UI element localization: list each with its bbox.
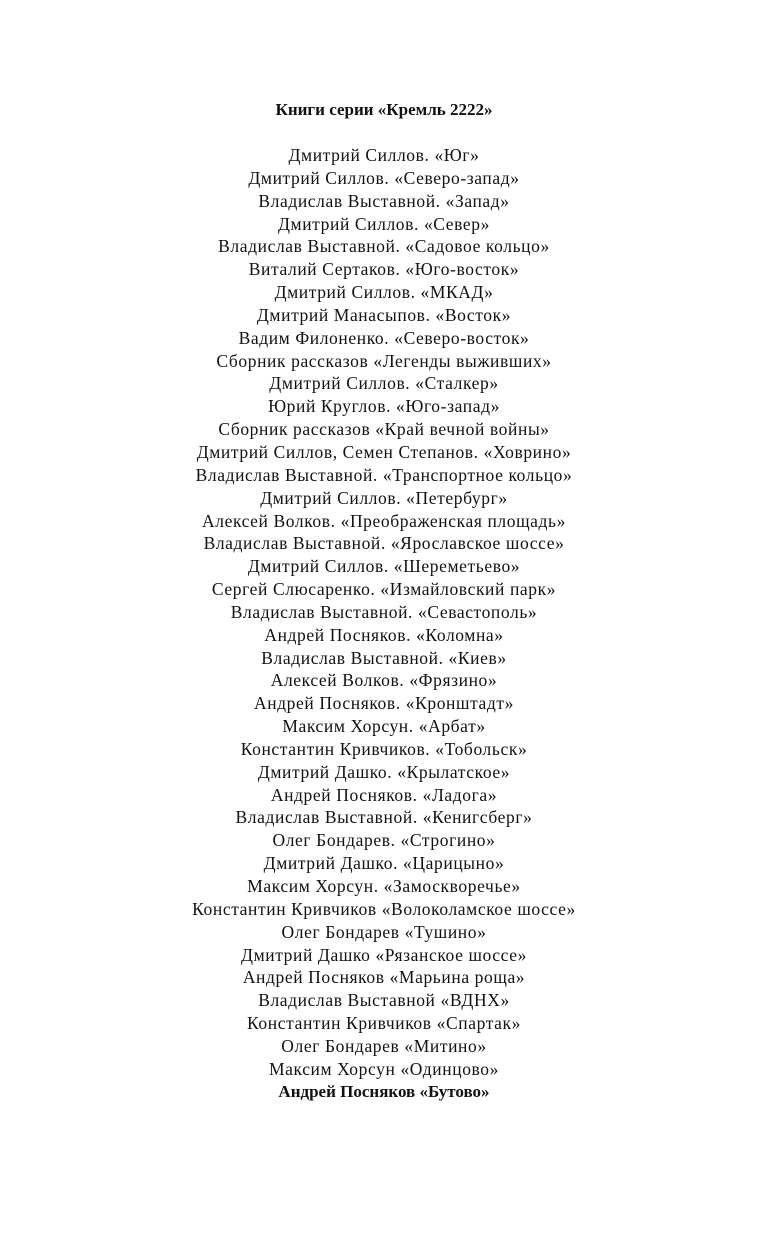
book-entry: Владислав Выставной. «Садовое кольцо»: [218, 236, 550, 257]
book-entry: Владислав Выставной. «Запад»: [258, 190, 510, 211]
book-entry: Андрей Посняков. «Ладога»: [270, 784, 498, 805]
book-entry: Дмитрий Силлов. «Север»: [278, 213, 490, 234]
book-entry: Алексей Волков. «Преображенская площадь»: [202, 510, 566, 531]
book-entry: Максим Хорсун. «Арбат»: [282, 716, 486, 737]
book-entry: Сборник рассказов «Край вечной войны»: [218, 419, 550, 440]
book-entry: Андрей Посняков. «Коломна»: [264, 624, 504, 645]
book-entry: Вадим Филоненко. «Северо-восток»: [238, 327, 530, 348]
book-entry: Константин Кривчиков «Волоколамское шоссе»: [192, 898, 576, 919]
book-entry: Владислав Выставной. «Ярославское шоссе»: [203, 533, 565, 554]
book-entry: Владислав Выставной. «Севастополь»: [230, 601, 538, 622]
book-entry: Дмитрий Силлов, Семен Степанов. «Ховрино»: [196, 441, 572, 462]
book-entry: Алексей Волков. «Фрязино»: [270, 670, 498, 691]
book-entry: Дмитрий Силлов. «Юг»: [288, 145, 480, 165]
book-entry: Дмитрий Силлов. «Шереметьево»: [247, 556, 521, 577]
book-entry: Владислав Выставной. «Киев»: [261, 647, 507, 668]
book-entry: Виталий Сертаков. «Юго-восток»: [248, 259, 520, 280]
book-entry: Дмитрий Силлов. «МКАД»: [274, 282, 494, 303]
book-entry: Дмитрий Дашко. «Царицыно»: [263, 853, 505, 874]
book-entry: Андрей Посняков «Марьина роща»: [242, 967, 526, 988]
book-entry: Владислав Выставной. «Транспортное кольцо»: [195, 464, 573, 485]
book-entry: Дмитрий Силлов. «Северо-запад»: [248, 167, 520, 188]
book-entry: Дмитрий Манасыпов. «Восток»: [256, 304, 512, 325]
book-entry: Константин Кривчиков «Спартак»: [247, 1013, 521, 1034]
book-entry: Олег Бондарев. «Строгино»: [272, 830, 496, 851]
book-entry: Сергей Слюсаренко. «Измайловский парк»: [211, 579, 557, 600]
book-entry: Дмитрий Дашко «Рязанское шоссе»: [241, 944, 527, 965]
book-entry: Андрей Посняков. «Кронштадт»: [253, 693, 515, 714]
book-entry: Олег Бондарев «Тушино»: [281, 921, 487, 942]
book-list: [0, 144, 768, 1103]
book-entry: Максим Хорсун «Одинцово»: [269, 1058, 499, 1079]
book-entry: Олег Бондарев «Митино»: [281, 1035, 487, 1056]
book-entry: Владислав Выставной. «Кенигсберг»: [235, 807, 533, 828]
book-entry: Дмитрий Дашко. «Крылатское»: [257, 761, 511, 782]
series-title: Книги серии «Кремль 2222»: [275, 100, 493, 119]
book-entry-current: Андрей Посняков «Бутово»: [278, 1081, 490, 1101]
book-entry: Владислав Выставной «ВДНХ»: [258, 990, 510, 1011]
book-entry: Константин Кривчиков. «Тобольск»: [240, 738, 528, 759]
book-entry: Максим Хорсун. «Замоскворечье»: [247, 876, 521, 896]
book-entry: Юрий Круглов. «Юго-запад»: [268, 396, 500, 417]
book-entry: Сборник рассказов «Легенды выживших»: [216, 350, 552, 371]
book-entry: Дмитрий Силлов. «Сталкер»: [269, 373, 499, 394]
book-entry: Дмитрий Силлов. «Петербург»: [260, 487, 508, 508]
